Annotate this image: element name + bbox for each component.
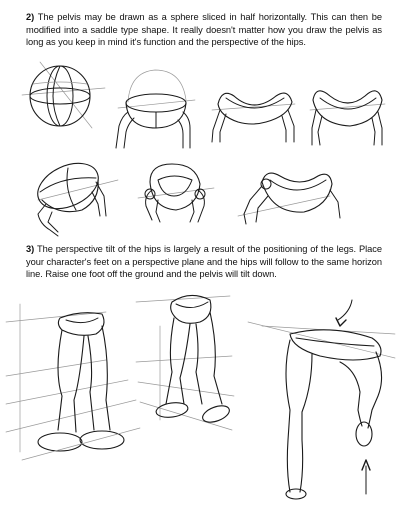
pelvis-sphere-drawing [22, 62, 105, 128]
pelvis-half-sphere-drawing [116, 70, 195, 148]
pelvis-front-saddle-drawing [138, 164, 214, 222]
pelvis-angled-saddle-drawing [238, 173, 340, 224]
section-2-text: The pelvis may be drawn as a sphere sliced in half horizontally. This can then be modified into a saddle type shape. It really doesn't matter how you draw the pelvis as long as you keep in mind it's function and the perspective of the hips. [26, 12, 382, 47]
pelvis-saddle-drawing-1 [212, 93, 295, 142]
section-3-text: The perspective tilt of the hips is largely a result of the positioning of the legs. Place your character's feet on a perspective plane and the hips will follow to the same horizon line. Raise one foot off the ground and the pelvis will tilt down. [26, 244, 382, 279]
pelvis-tilted-half-sphere-drawing [31, 154, 118, 236]
legs-perspective-drawing-2 [136, 295, 234, 430]
legs-raised-foot-drawing [248, 300, 395, 499]
pelvis-saddle-drawing-2 [310, 91, 385, 145]
legs-perspective-drawing-1 [6, 304, 140, 460]
section-2-number: 2) [26, 12, 35, 22]
section-3-number: 3) [26, 244, 35, 254]
